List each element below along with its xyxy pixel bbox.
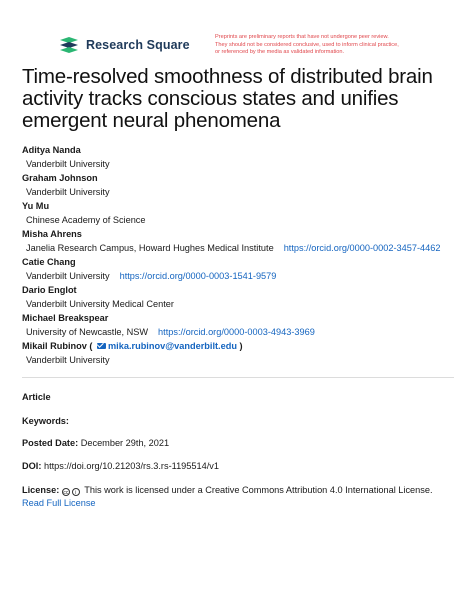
author-list xyxy=(22,143,467,367)
posted-date-label: Posted Date: xyxy=(22,438,79,448)
author-affiliation: University of Newcastle, NSW xyxy=(26,327,149,337)
orcid-link[interactable]: https://orcid.org/0000-0003-1541-9579 xyxy=(119,271,277,281)
author-name: Yu Mu xyxy=(22,201,50,211)
author-affiliation-row xyxy=(22,325,467,339)
preprint-notice xyxy=(215,34,465,57)
author-entry xyxy=(22,171,467,199)
doi-link[interactable]: https://doi.org/10.21203/rs.3.rs-1195514/v1 xyxy=(43,461,219,471)
article-type: Article xyxy=(22,392,51,402)
author-entry xyxy=(22,311,467,339)
author-affiliation: Janelia Research Campus, Howard Hughes Medical Institute xyxy=(26,243,274,253)
author-affiliation: Chinese Academy of Science xyxy=(26,215,146,225)
orcid-link[interactable]: https://orcid.org/0000-0002-3457-4462 xyxy=(283,243,441,253)
author-entry xyxy=(22,227,467,255)
author-entry xyxy=(22,283,467,311)
cc-icon: cc xyxy=(63,490,69,496)
author-affiliation: Vanderbilt University Medical Center xyxy=(26,299,174,309)
corresponding-author-entry xyxy=(22,339,467,367)
author-affiliation: Vanderbilt University xyxy=(26,271,110,281)
keywords-label: Keywords: xyxy=(22,416,69,426)
posted-date xyxy=(22,438,169,448)
notice-line: Preprints are preliminary reports that have not undergone peer review. xyxy=(215,34,389,40)
email-link[interactable]: mika.rubinov@vanderbilt.edu xyxy=(108,341,237,351)
research-square-logo-icon xyxy=(58,36,80,54)
doi-row xyxy=(22,461,219,471)
logo-text: Research Square xyxy=(86,38,190,52)
author-affiliation-row xyxy=(22,269,467,283)
author-name: Aditya Nanda xyxy=(22,145,81,155)
author-name: Misha Ahrens xyxy=(22,229,82,239)
author-name: Michael Breakspear xyxy=(22,313,109,323)
notice-line: or referenced by the media as validated information. xyxy=(215,49,345,56)
author-entry xyxy=(22,199,467,227)
by-icon: i xyxy=(72,488,80,496)
license-row xyxy=(22,485,433,496)
posted-date-value: December 29th, 2021 xyxy=(80,438,170,448)
author-affiliation-row xyxy=(22,241,467,255)
author-affiliation: Vanderbilt University xyxy=(26,159,110,169)
license-text: This work is licensed under a Creative Commons Attribution 4.0 International License. xyxy=(84,485,433,495)
author-name: Graham Johnson xyxy=(22,173,98,183)
notice-line: They should not be considered conclusive, used to inform clinical practice, xyxy=(215,41,399,48)
orcid-link[interactable]: https://orcid.org/0000-0003-4943-3969 xyxy=(158,327,315,337)
author-name: Mikail Rubinov xyxy=(22,341,87,351)
read-license-link[interactable]: Read Full License xyxy=(22,498,96,508)
corresponding-author-row: Mikail Rubinov ( mika.rubinov@vanderbilt.edu ) xyxy=(22,341,243,351)
research-square-logo[interactable] xyxy=(58,36,190,54)
author-affiliation: Vanderbilt University xyxy=(26,355,110,365)
section-divider xyxy=(22,377,454,378)
author-affiliation: Vanderbilt University xyxy=(26,187,110,197)
doi-label: DOI: xyxy=(22,461,42,471)
license-label: License: xyxy=(22,485,60,495)
author-entry xyxy=(22,143,467,171)
paper-title: Time-resolved smoothness of distributed brain activity tracks conscious states and unifies emergent neural phenomena xyxy=(22,65,433,132)
envelope-icon xyxy=(97,343,106,349)
author-entry xyxy=(22,255,467,283)
author-name: Dario Englot xyxy=(22,285,77,295)
author-name: Catie Chang xyxy=(22,257,76,267)
